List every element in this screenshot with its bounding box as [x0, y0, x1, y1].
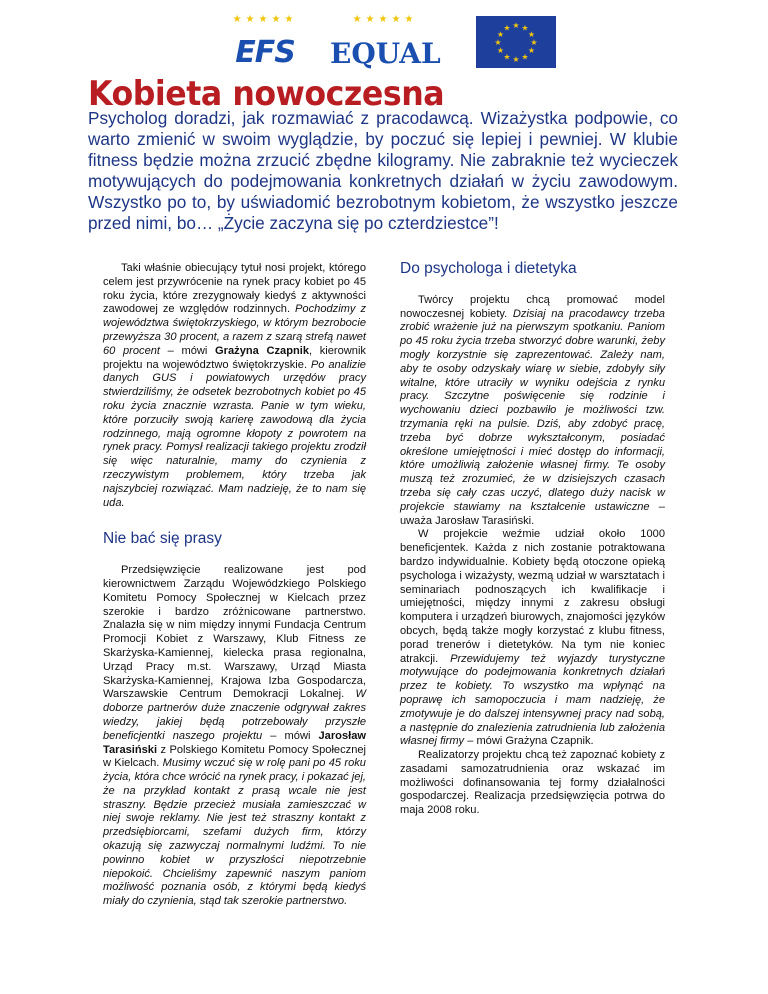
efs-logo-icon	[222, 14, 308, 70]
svg-text:★: ★	[512, 21, 520, 30]
section-heading-press: Nie bać się prasy	[103, 530, 222, 548]
page-title: Kobieta nowoczesna	[88, 74, 445, 114]
svg-text:★: ★	[496, 30, 505, 39]
svg-text:★: ★	[503, 23, 511, 33]
svg-text:★: ★	[503, 52, 511, 62]
svg-text:★: ★	[521, 52, 529, 62]
closing-paragraph: Realizatorzy projektu chcą też zapoznać kobiety z zasadami samozatrudnienia oraz wskazać im możliwości dofinansowania tej formy działalności gospodarczej. Realizacja przedsięwzięcia potrwa do maja 2008 roku.	[400, 749, 665, 817]
eu-flag-icon	[476, 16, 556, 68]
eu-stars-icon	[476, 16, 556, 68]
svg-text:★: ★	[512, 55, 520, 64]
intro-paragraph: Taki właśnie obiecujący tytuł nosi projekt, którego celem jest przywrócenie na rynek pracy kobiet po 45 roku życia, które zrezygnowały kiedyś z aktywności zawodowej ze względów rodzinnych. Pochodzimy z województwa świętokrzyskiego, w którym bezrobocie przewyższa 30 procent, a razem z szarą strefą nawet 60 procent – mówi Grażyna Czapnik, kierownik projektu na województwo świętokrzyskie. Po analizie danych GUS i powiatowych urzędów pracy stwierdziliśmy, że odsetek bezrobotnych kobiet po 45 roku życia znacznie wzrasta. Panie w tym wieku, które porzuciły swoją karierę zawodową dla życia rodzinnego, mają ogromne kłopoty z powrotem na rynek pracy. Pomysł realizacji takiego projektu zrodził się więc naturalnie, mamy do czynienia z rzeczywistym problemem, który trzeba jak najszybciej rozwiązać. Mam nadzieję, że to nam się uda.	[103, 262, 366, 509]
lead-paragraph: Psycholog doradzi, jak rozmawiać z pracodawcą. Wizażystka podpowie, co warto zmienić w swoim wyglądzie, by poczuć się lepiej i pewniej. W klubie fitness będzie można zrzucić zbędne kilogramy. Nie zabraknie też wycieczek motywujących do podejmowania konkretnych działań w życiu zawodowym. Wszystko po to, by uświadomić bezrobotnym kobietom, że wszystko jeszcze przed nimi, bo… „Życie zaczyna się po czterdziestce”!	[88, 108, 678, 233]
svg-text:★: ★	[527, 46, 536, 55]
left-column	[103, 262, 366, 909]
efs-logo-text: EFS	[235, 35, 295, 70]
svg-text:★: ★	[530, 38, 538, 47]
logo-bar	[0, 12, 768, 72]
equal-logo-icon	[330, 14, 440, 70]
right-column	[400, 262, 665, 818]
svg-text:★: ★	[496, 46, 505, 55]
participants-paragraph: W projekcie weźmie udział około 1000 beneficjentek. Każda z nich zostanie potraktowana bardzo indywidualnie. Kobiety będą otoczone opieką psychologa i wizażysty, wezmą udział w warsztatach i seminariach podnoszących ich kwalifikacje i umiejętności, między innymi z zakresu obsługi komputera i urządzeń biurowych, znajomości języków obcych, będą także mogły korzystać z klubu fitness, porad trenerów i dietetyków. Na tym nie koniec atrakcji. Przewidujemy też wyjazdy turystyczne motywujące do podejmowania konkretnych działań przez te kobiety. To wszystko ma wpłynąć na poprawę ich samopoczucia i mam nadzieję, że zmotywuje je do dalszej intensywnej pracy nad sobą, a następnie do znalezienia zatrudnienia lub założenia własnej firmy – mówi Grażyna Czapnik.	[400, 528, 665, 748]
svg-text:★: ★	[494, 38, 502, 47]
section-heading-psychologist: Do psychologa i dietetyka	[400, 260, 577, 277]
partners-paragraph: Przedsięwzięcie realizowane jest pod kierownictwem Zarządu Wojewódzkiego Polskiego Komitetu Pomocy Społecznej w Kielcach przez szerokie i bardzo zróżnicowane partnerstwo. Znalazła się w nim między innymi Fundacja Centrum Promocji Kobiet z Warszawy, Klub Fitness ze Skarżyska-Kamiennej, kielecka prasa regionalna, Urząd Pracy m.st. Warszawy, Urząd Miasta Skarżyska-Kamiennej, Krajowa Izba Gospodarcza, Warszawskie Centrum Demokracji Lokalnej. W doborze partnerów duże znaczenie odgrywał zakres wiedzy, jakiej będą potrzebowały przyszłe beneficjentki naszego projektu – mówi Jarosław Tarasiński z Polskiego Komitetu Pomocy Społecznej w Kielcach. Musimy wczuć się w rolę pani po 45 roku życia, która chce wrócić na rynek pracy, i pokazać jej, że na przykład kontakt z prasą wcale nie jest straszny. Będzie przecież musiała zamieszczać w niej swoje reklamy. Nie jest też straszny kontakt z przedsiębiorcami, szefami dużych firm, którzy okazują się zazwyczaj normalnymi ludźmi. To nie powinno kobiet w przyszłości niepotrzebnie niepokoić. Chcieliśmy zapewnić naszym paniom możliwość poznania osób, z którymi będą kiedyś miały do czynienia, stąd tak szerokie partnerstwo.	[103, 564, 366, 908]
equal-logo-text: EQUAL	[330, 37, 441, 70]
svg-text:★: ★	[521, 23, 529, 33]
svg-text:★: ★	[527, 30, 536, 39]
equal-stars-icon: ★★★★★	[352, 14, 418, 25]
model-paragraph: Twórcy projektu chcą promować model nowoczesnej kobiety. Dzisiaj na pracodawcy trzeba zrobić wrażenie już na pierwszym spotkaniu. Paniom po 45 roku życia trzeba stworzyć dobre warunki, żeby mogły korzystnie się zaprezentować. Zależy nam, aby te osoby odzyskały wiarę w siebie, zdobyły siły witalne, które utraciły w wyniku odejścia z rynku pracy. Szczytne poświęcenie się rodzinie i wychowaniu dzieci pozbawiło je możliwości tzw. trzymania ręki na pulsie. Dziś, aby zdobyć pracę, trzeba być dobrze wykształconym, posiadać określone umiejętności i mieć dostęp do informacji, które umożliwią założenie własnej firmy. Te osoby muszą też zrozumieć, że w dzisiejszych czasach trzeba się cały czas uczyć, dlatego duży nacisk w projekcie stawiamy na kształcenie ustawiczne – uważa Jarosław Tarasiński.	[400, 293, 665, 527]
efs-stars-icon: ★★★★★	[232, 14, 298, 25]
